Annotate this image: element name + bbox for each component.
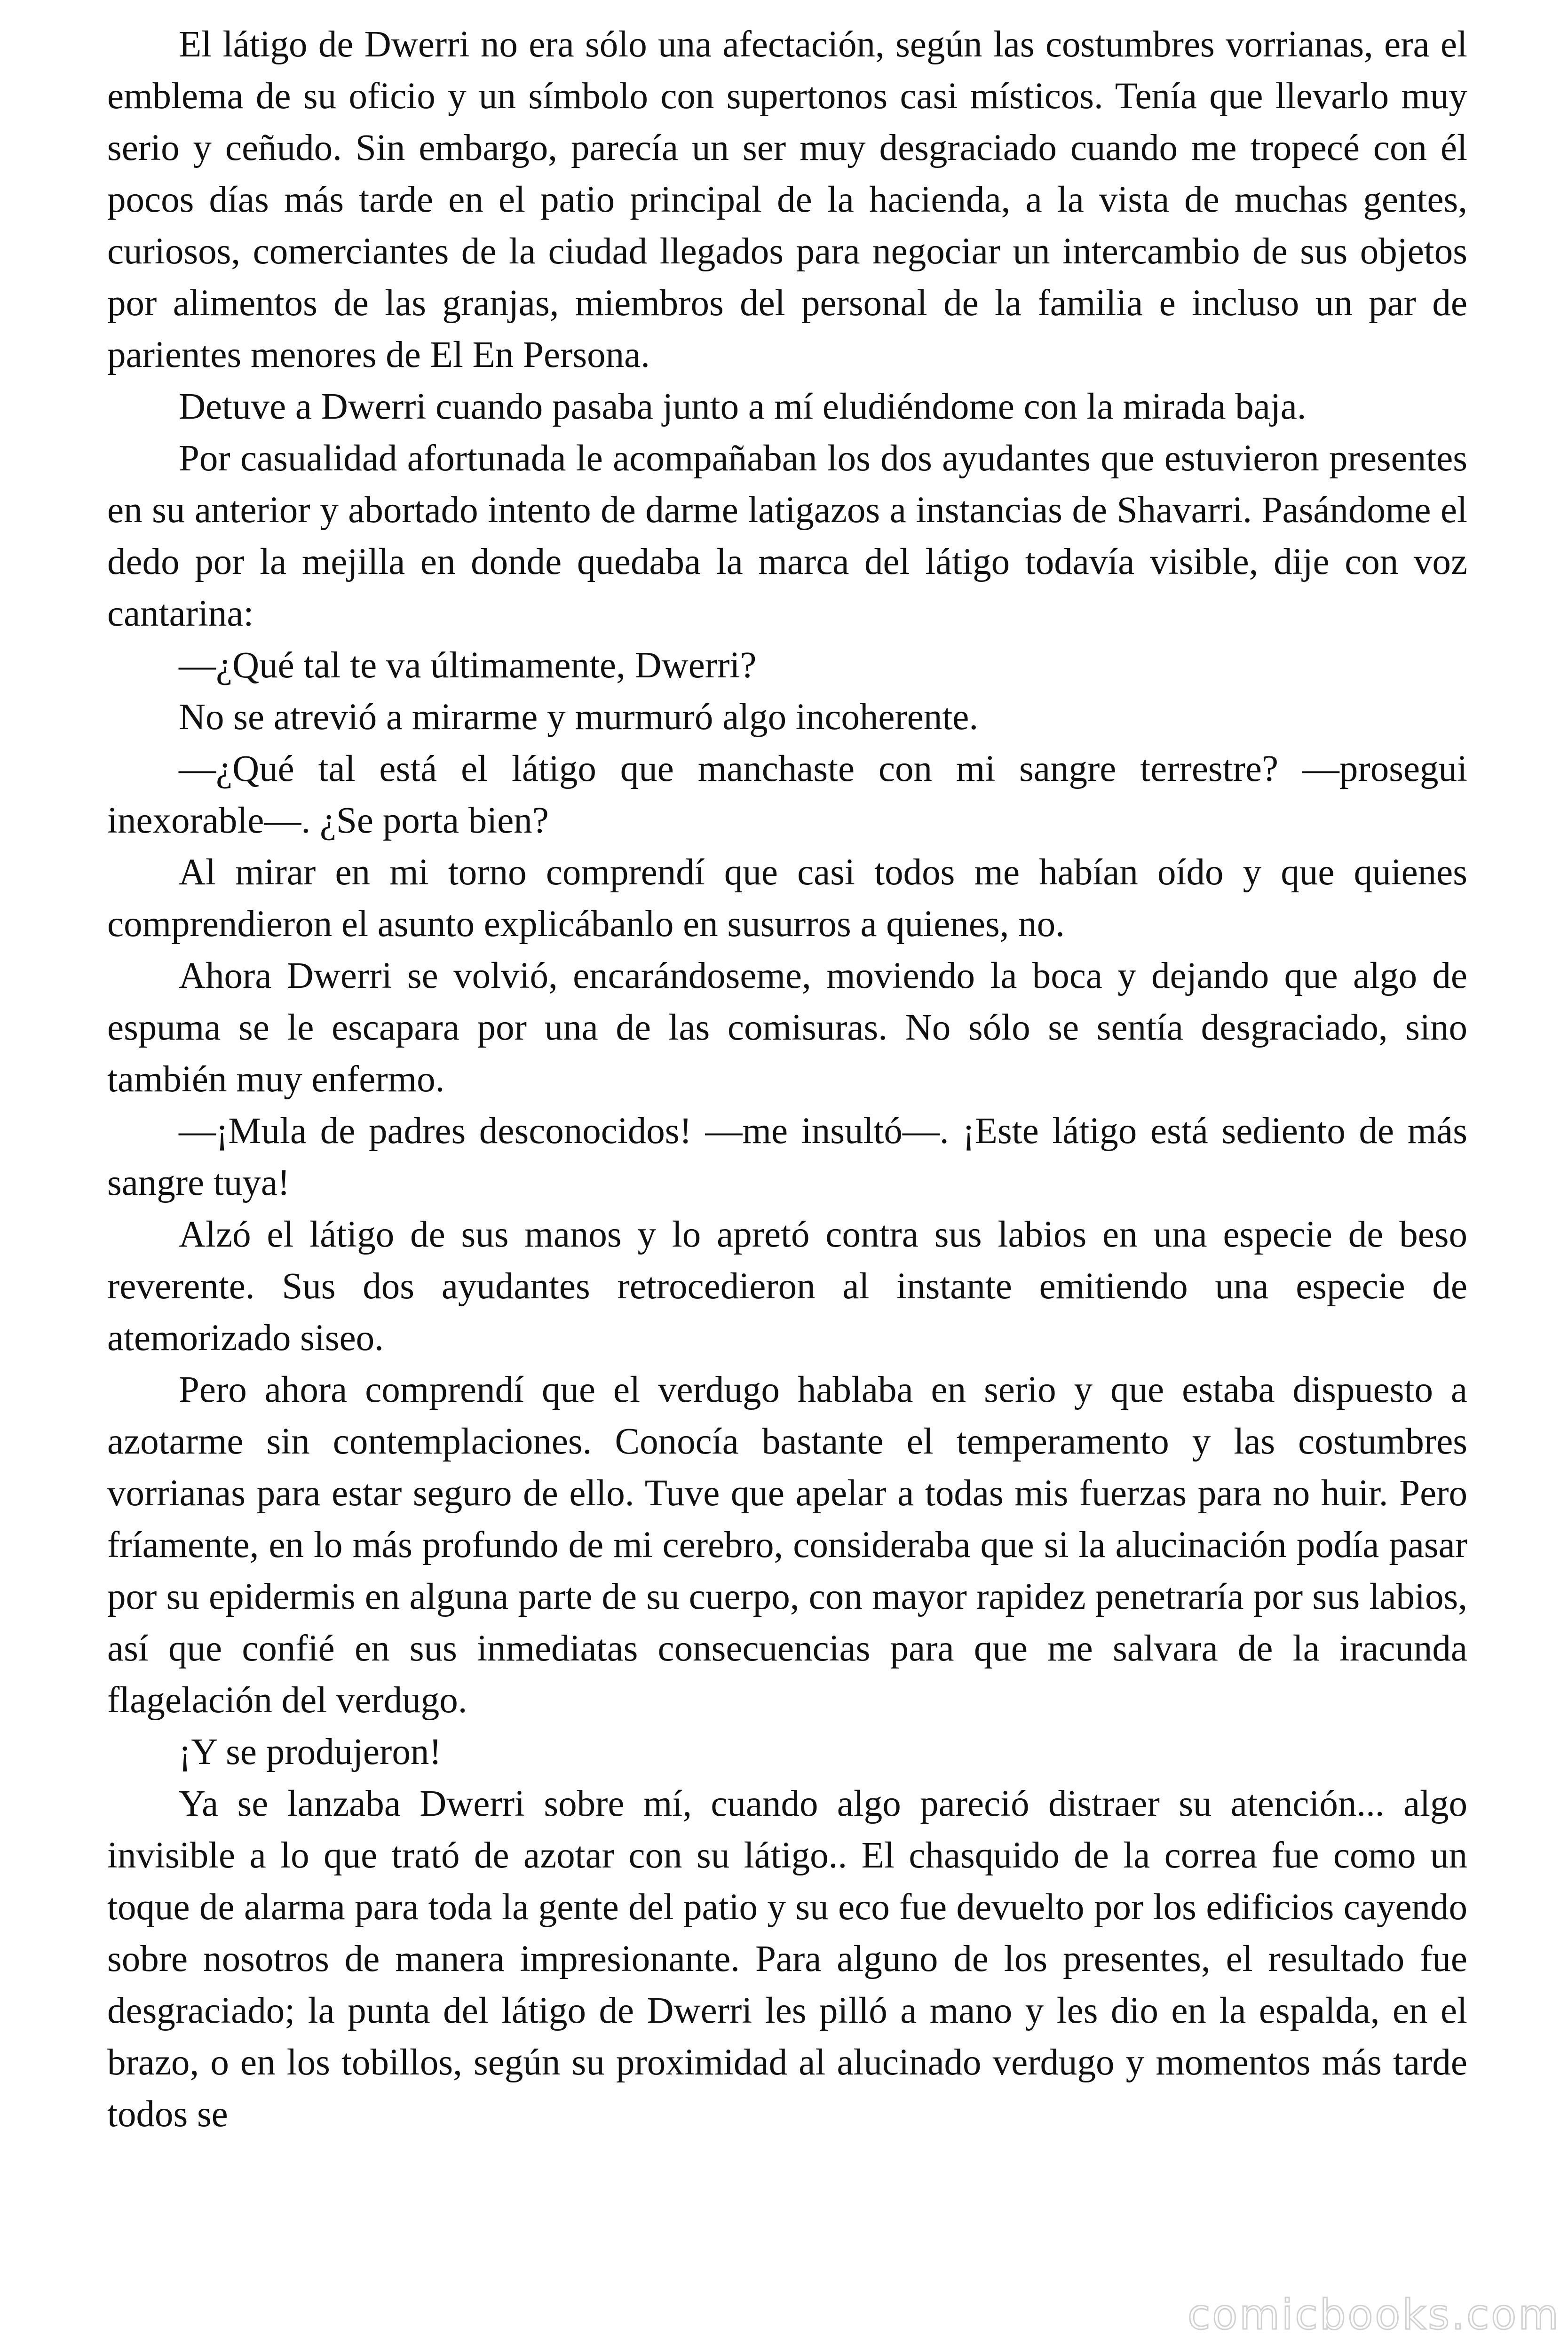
paragraph: No se atrevió a mirarme y murmuró algo incoherente.	[179, 697, 979, 738]
paragraph: Alzó el látigo de sus manos y lo apretó contra sus labios en una especie de beso reverente. Sus dos ayudantes retrocedieron al instante emitiendo una especie de atemorizado siseo.	[107, 1214, 1467, 1359]
paragraph: ¡Y se produjeron!	[179, 1732, 442, 1772]
paragraph: El látigo de Dwerri no era sólo una afectación, según las costumbres vorrianas, era el emblema de su oficio y un símbolo con supertonos casi místicos. Tenía que llevarlo muy serio y ceñudo. Sin embargo, parecía un ser muy desgraciado cuando me tropecé con él pocos días más tarde en el patio principal de la hacienda, a la vista de muchas gentes, curiosos, comerciantes de la ciudad llegados para negociar un intercambio de sus objetos por alimentos de las granjas, miembros del personal de la familia e incluso un par de parientes menores de El En Persona.	[107, 24, 1467, 375]
paragraph: Ahora Dwerri se volvió, encarándoseme, moviendo la boca y dejando que algo de espuma se le escapara por una de las comisuras. No sólo se sentía desgraciado, sino también muy enfermo.	[107, 955, 1467, 1100]
paragraph: Pero ahora comprendí que el verdugo hablaba en serio y que estaba dispuesto a azotarme sin contemplaciones. Conocía bastante el temperamento y las costumbres vorrianas para estar seguro de ello. Tuve que apelar a todas mis fuerzas para no huir. Pero fríamente, en lo más profundo de mi cerebro, consideraba que si la alucinación podía pasar por su epidermis en alguna parte de su cuerpo, con mayor rapidez penetraría por sus labios, así que confié en sus inmediatas consecuencias para que me salvara de la iracunda flagelación del verdugo.	[107, 1369, 1467, 1721]
paragraph: Ya se lanzaba Dwerri sobre mí, cuando algo pareció distraer su atención... algo invisible a lo que trató de azotar con su látigo.. El chasquido de la correa fue como un toque de alarma para toda la gente del patio y su eco fue devuelto por los edificios cayendo sobre nosotros de manera impresionante. Para alguno de los presentes, el resultado fue desgraciado; la punta del látigo de Dwerri les pilló a mano y les dio en la espalda, en el brazo, o en los tobillos, según su proximidad al alucinado verdugo y momentos más tarde todos se	[107, 1783, 1467, 2135]
paragraph: Al mirar en mi torno comprendí que casi todos me habían oído y que quienes comprendieron el asunto explicábanlo en susurros a quienes, no.	[107, 852, 1467, 945]
paragraph: Por casualidad afortunada le acompañaban los dos ayudantes que estuvieron presentes en su anterior y abortado intento de darme latigazos a instancias de Shavarri. Pasándome el dedo por la mejilla en donde quedaba la marca del látigo todavía visible, dije con voz cantarina:	[107, 438, 1467, 634]
paragraph: —¿Qué tal está el látigo que manchaste con mi sangre terrestre? —prosegui inexorable—. ¿Se porta bien?	[107, 748, 1467, 841]
paragraph: Detuve a Dwerri cuando pasaba junto a mí eludiéndome con la mirada baja.	[179, 386, 1307, 427]
paragraph: —¿Qué tal te va últimamente, Dwerri?	[179, 645, 757, 686]
paragraph: —¡Mula de padres desconocidos! —me insultó—. ¡Este látigo está sediento de más sangre tuya!	[107, 1111, 1467, 1203]
book-page-text	[107, 19, 1467, 2140]
watermark: comicbooks.com	[1187, 2290, 1560, 2339]
